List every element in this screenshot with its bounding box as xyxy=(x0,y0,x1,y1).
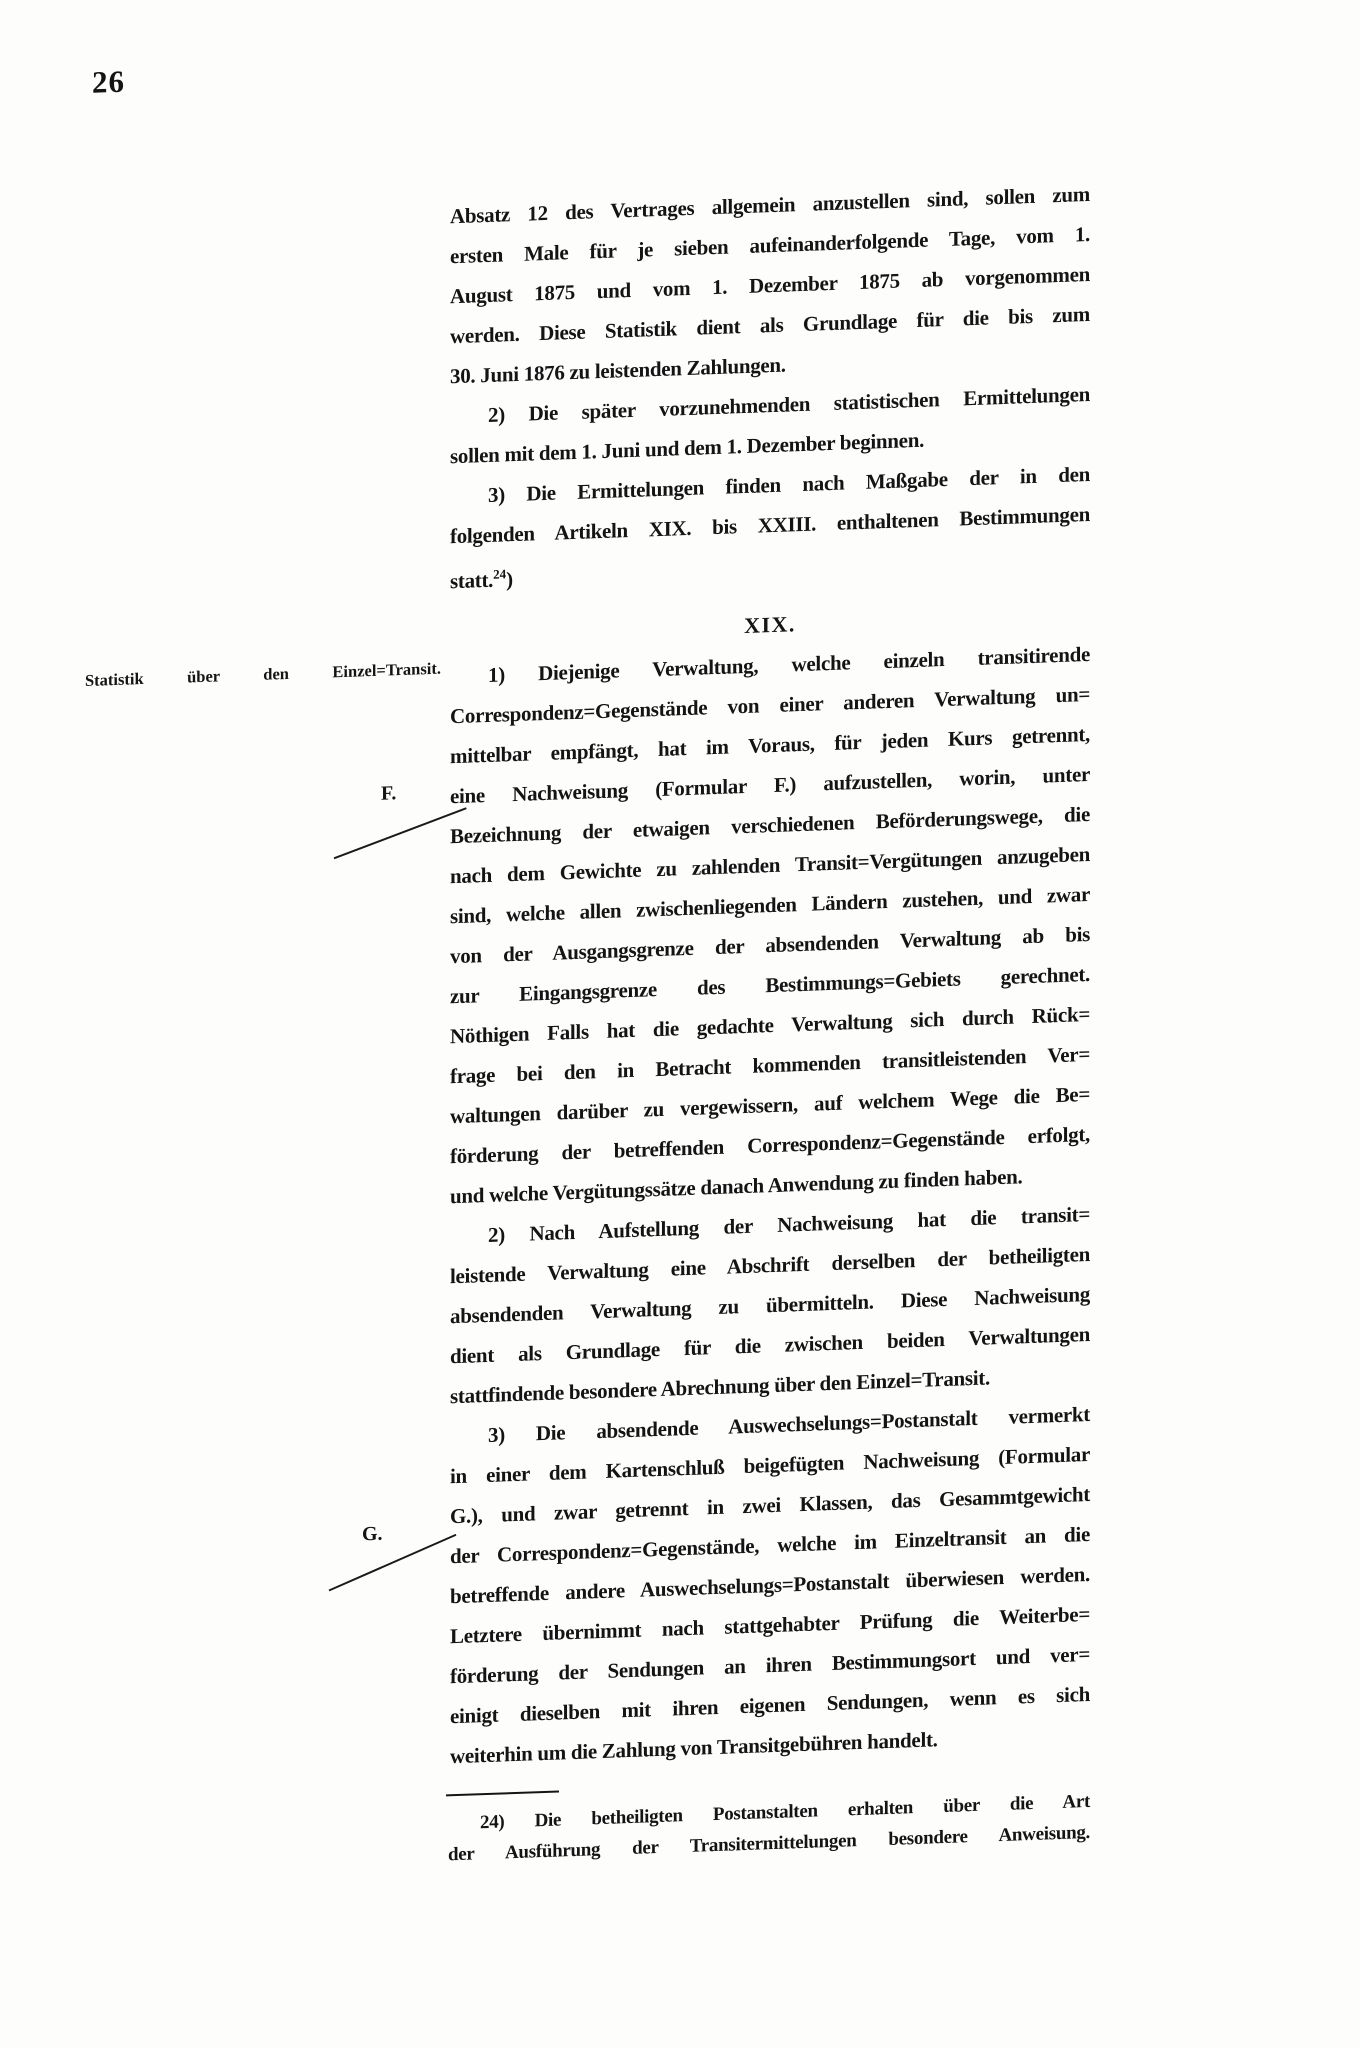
article-heading-xix: XIX. xyxy=(744,611,796,639)
margin-ref-line-g xyxy=(329,1534,457,1592)
text-line: 2) Die später vorzunehmenden statistischen Ermittelungen xyxy=(488,381,1090,427)
text-line: 2) Nach Aufstellung der Nachweisung hat die transit= xyxy=(488,1201,1090,1247)
text-line: 30. Juni 1876 zu leistenden Zahlungen. xyxy=(450,352,786,389)
text-line: einigt dieselben mit ihren eigenen Sendungen, wenn es sich xyxy=(450,1681,1090,1729)
text-line: in einer dem Kartenschluß beigefügten Nachweisung (Formular xyxy=(450,1441,1090,1489)
text-line: Bezeichnung der etwaigen verschiedenen Beförderungswege, die xyxy=(450,801,1090,849)
paragraph-article-3 xyxy=(450,1394,1090,1776)
text-line: dient als Grundlage für die zwischen beiden Verwaltungen xyxy=(450,1321,1090,1369)
text-line: sollen mit dem 1. Juni und dem 1. Dezember beginnen. xyxy=(450,427,925,469)
text-line: werden. Diese Statistik dient als Grundlage für die bis zum xyxy=(450,301,1090,349)
margin-ref-f: F. xyxy=(381,782,397,805)
text-line: förderung der Sendungen an ihren Bestimmungsort und ver= xyxy=(450,1641,1090,1689)
text-line: Correspondenz=Gegenstände von einer anderen Verwaltung un= xyxy=(450,681,1090,729)
text-line: ersten Male für je sieben aufeinanderfolgende Tage, vom 1. xyxy=(450,221,1090,269)
text-line: waltungen darüber zu vergewissern, auf welchem Wege die Be= xyxy=(450,1081,1090,1129)
page-number: 26 xyxy=(92,63,125,100)
text-fragment: statt. xyxy=(450,567,494,594)
margin-ref-g: G. xyxy=(362,1522,383,1546)
paragraph-intro-3 xyxy=(450,454,1090,596)
main-text-column xyxy=(450,174,1090,1776)
margin-ref-line-f xyxy=(334,807,467,859)
text-line: und welche Vergütungssätze danach Anwendung zu finden haben. xyxy=(450,1164,1023,1209)
paragraph-intro-1 xyxy=(450,174,1090,396)
text-line: Absatz 12 des Vertrages allgemein anzustellen sind, sollen zum xyxy=(450,181,1090,229)
footnote-line: der Ausführung der Transitermittelungen besondere Anweisung. xyxy=(448,1821,1090,1866)
text-line: frage bei den in Betracht kommenden transitleistenden Ver= xyxy=(450,1041,1090,1089)
sidenote-einzel-transit: Statistik über den Einzel=Transit. xyxy=(85,658,441,691)
paragraph-article-2 xyxy=(450,1194,1090,1416)
text-line: absendenden Verwaltung zu übermitteln. Diese Nachweisung xyxy=(450,1281,1090,1329)
text-line: förderung der betreffenden Correspondenz=Gegenstände erfolgt, xyxy=(450,1121,1090,1169)
text-line: 3) Die Ermittelungen finden nach Maßgabe der in den xyxy=(488,461,1090,507)
text-line: weiterhin um die Zahlung von Transitgebühren handelt. xyxy=(450,1727,938,1769)
text-line: Nöthigen Falls hat die gedachte Verwaltung sich durch Rück= xyxy=(450,1001,1090,1049)
text-line: 1) Diejenige Verwaltung, welche einzeln transitirende xyxy=(488,641,1090,687)
text-line: nach dem Gewichte zu zahlenden Transit=Vergütungen anzugeben xyxy=(450,841,1090,889)
text-line: 3) Die absendende Auswechselungs=Postanstalt vermerkt xyxy=(488,1401,1090,1447)
text-line: der Correspondenz=Gegenstände, welche im Einzeltransit an die xyxy=(450,1521,1090,1569)
text-line: folgenden Artikeln XIX. bis XXIII. enthaltenen Bestimmungen xyxy=(450,501,1090,549)
text-line: betreffende andere Auswechselungs=Postanstalt überwiesen werden. xyxy=(450,1561,1090,1609)
text-line: von der Ausgangsgrenze der absendenden Verwaltung ab bis xyxy=(450,921,1090,969)
footnote-separator-rule xyxy=(446,1790,559,1796)
text-fragment: ) xyxy=(506,567,513,592)
text-line: zur Eingangsgrenze des Bestimmungs=Gebiets gerechnet. xyxy=(450,961,1090,1009)
text-line: eine Nachweisung (Formular F.) aufzustellen, worin, unter xyxy=(450,761,1090,809)
footnote-line: 24) Die betheiligten Postanstalten erhalten über die Art xyxy=(480,1790,1090,1834)
text-line: sind, welche allen zwischenliegenden Ländern zustehen, und zwar xyxy=(450,881,1090,929)
footnote-marker-24: 24 xyxy=(493,566,507,582)
text-line: August 1875 und vom 1. Dezember 1875 ab vorgenommen xyxy=(450,261,1090,309)
paragraph-article-1 xyxy=(450,634,1090,1216)
text-line: stattfindende besondere Abrechnung über den Einzel=Transit. xyxy=(450,1365,990,1409)
text-line: mittelbar empfängt, hat im Voraus, für jeden Kurs getrennt, xyxy=(450,721,1090,769)
text-line: G.), und zwar getrennt in zwei Klassen, das Gesammtgewicht xyxy=(450,1481,1090,1529)
footnote xyxy=(448,1786,1090,1870)
text-line: leistende Verwaltung eine Abschrift derselben der betheiligten xyxy=(450,1241,1090,1289)
text-line: Letztere übernimmt nach stattgehabter Prüfung die Weiterbe= xyxy=(450,1601,1090,1649)
